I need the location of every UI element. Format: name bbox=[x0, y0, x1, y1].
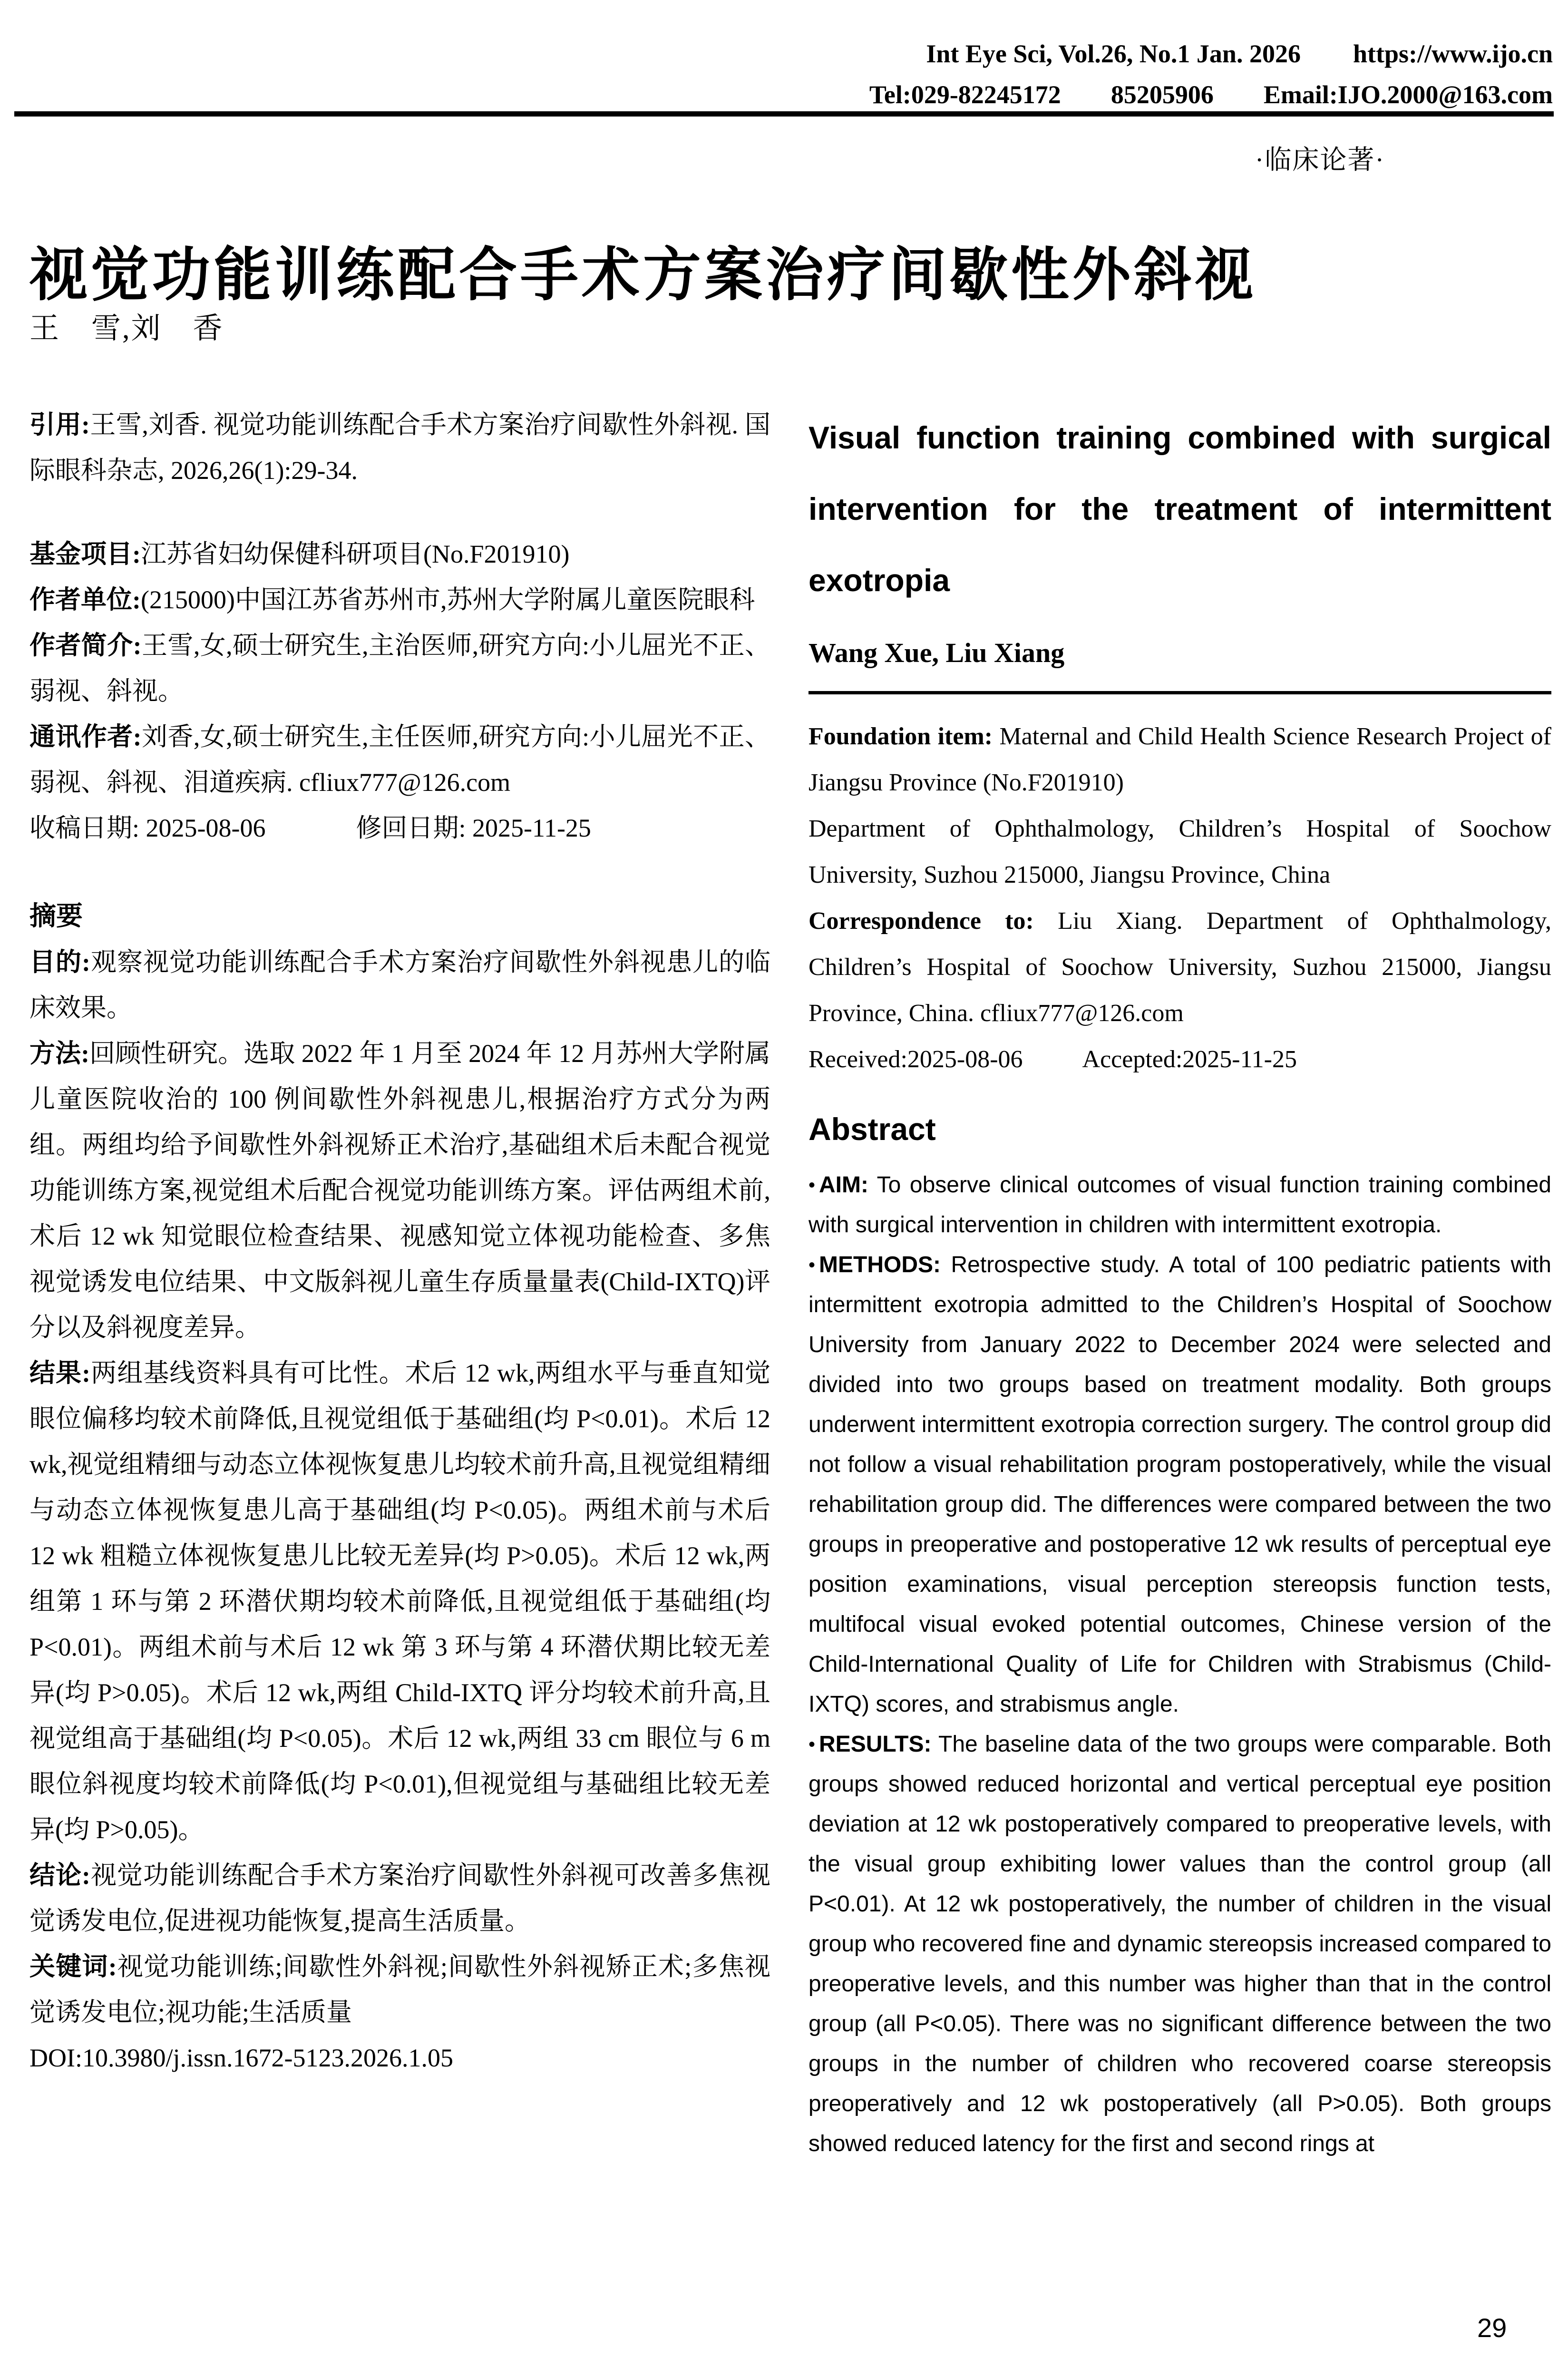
bullet-icon: • bbox=[808, 1255, 816, 1276]
doi-line: DOI:10.3980/j.issn.1672-5123.2026.1.05 bbox=[29, 2044, 453, 2072]
journal-tel: Tel:029-82245172 bbox=[869, 80, 1061, 109]
right-column bbox=[808, 402, 1551, 2164]
journal-header-line1 bbox=[926, 33, 1553, 74]
article-title-en: Visual function training combined with surgical intervention for the treatment of intermittent exotropia bbox=[808, 420, 1551, 598]
english-info-block bbox=[808, 713, 1551, 1082]
abstract-body-en bbox=[808, 1165, 1551, 2164]
keywords-paragraph-cn bbox=[29, 1944, 770, 2035]
foundation-label-en: Foundation item: bbox=[808, 723, 993, 750]
methods-label-en: METHODS: bbox=[819, 1252, 941, 1277]
foundation-paragraph-cn bbox=[29, 531, 770, 577]
bullet-icon: • bbox=[808, 1175, 816, 1196]
author-bio-text: 王雪,女,硕士研究生,主治医师,研究方向:小儿屈光不正、弱视、斜视。 bbox=[29, 631, 770, 705]
aim-paragraph-en bbox=[808, 1165, 1551, 1245]
article-authors-en: Wang Xue, Liu Xiang bbox=[808, 637, 1065, 668]
dates-row-en bbox=[808, 1036, 1551, 1082]
aim-label-en: AIM: bbox=[819, 1172, 868, 1198]
affiliation-label-cn: 作者单位: bbox=[29, 585, 141, 614]
methods-paragraph-en bbox=[808, 1245, 1551, 1724]
journal-issue-info: Int Eye Sci, Vol.26, No.1 Jan. 2026 bbox=[926, 39, 1301, 68]
foundation-paragraph-en bbox=[808, 713, 1551, 806]
conclusion-text-cn: 视觉功能训练配合手术方案治疗间歇性外斜视可改善多焦视觉诱发电位,促进视功能恢复,提高生活质量。 bbox=[29, 1861, 770, 1935]
affiliation-paragraph-cn bbox=[29, 577, 770, 623]
foundation-text-cn: 江苏省妇幼保健科研项目(No.F201910) bbox=[140, 540, 570, 568]
keywords-label-cn: 关键词: bbox=[29, 1952, 117, 1981]
journal-website: https://www.ijo.cn bbox=[1353, 39, 1553, 68]
article-title-cn: 视觉功能训练配合手术方案治疗间歇性外斜视 bbox=[29, 243, 1256, 308]
bullet-icon: • bbox=[808, 1734, 816, 1755]
aim-text-cn: 观察视觉功能训练配合手术方案治疗间歇性外斜视患儿的临床效果。 bbox=[29, 948, 770, 1022]
column-divider-rule bbox=[808, 691, 1551, 694]
author-bio-label: 作者简介: bbox=[29, 631, 142, 660]
conclusion-label-cn: 结论: bbox=[29, 1861, 90, 1890]
journal-email: Email:IJO.2000@163.com bbox=[1263, 80, 1553, 109]
journal-header bbox=[869, 33, 1553, 115]
foundation-label-cn: 基金项目: bbox=[29, 540, 141, 568]
methods-text-cn: 回顾性研究。选取 2022 年 1 月至 2024 年 12 月苏州大学附属儿童医院收治的 100 例间歇性外斜视患儿,根据治疗方式分为两组。两组均给予间歇性外斜视矫正术治疗,基础组术后未配合视觉功能训练方案,视觉组术后配合视觉功能训练方案。评估两组术前,术后 12 wk 知觉眼位检查结果、视感知觉立体视功能检查、多焦视觉诱发电位结果、中文版斜视儿童生存质量量表(Child-IXTQ)评分以及斜视度差异。 bbox=[29, 1039, 771, 1342]
header-divider-rule bbox=[14, 111, 1554, 117]
author-bio-paragraph bbox=[29, 623, 770, 714]
foundation-text-en: Maternal and Child Health Science Research Project of Jiangsu Province (No.F201910) bbox=[808, 723, 1551, 796]
left-column bbox=[29, 402, 770, 2081]
page-number: 29 bbox=[1477, 2313, 1507, 2343]
dates-row-cn bbox=[29, 805, 770, 851]
citation-paragraph bbox=[29, 402, 770, 493]
conclusion-paragraph-cn bbox=[29, 1852, 770, 1944]
correspondence-paragraph-cn bbox=[29, 714, 770, 805]
received-date-en: Received:2025-08-06 bbox=[808, 1046, 1023, 1073]
results-paragraph-en bbox=[808, 1724, 1551, 2164]
aim-paragraph-cn bbox=[29, 939, 770, 1031]
methods-label-cn: 方法: bbox=[29, 1039, 90, 1068]
citation-text: 王雪,刘香. 视觉功能训练配合手术方案治疗间歇性外斜视. 国际眼科杂志, 2026,26(1):29-34. bbox=[29, 410, 770, 485]
received-date-cn: 收稿日期: 2025-08-06 bbox=[29, 814, 266, 842]
abstract-heading-en: Abstract bbox=[808, 1111, 936, 1147]
results-paragraph-cn bbox=[29, 1350, 770, 1852]
journal-header-line2 bbox=[869, 74, 1553, 115]
affiliation-text-cn: (215000)中国江苏省苏州市,苏州大学附属儿童医院眼科 bbox=[140, 585, 755, 614]
article-authors-cn: 王 雪,刘 香 bbox=[29, 312, 224, 345]
aim-text-en: To observe clinical outcomes of visual function training combined with surgical intervention in children with intermittent exotropia. bbox=[808, 1172, 1551, 1237]
results-label-cn: 结果: bbox=[29, 1359, 91, 1387]
results-text-cn: 两组基线资料具有可比性。术后 12 wk,两组水平与垂直知觉眼位偏移均较术前降低,且视觉组低于基础组(均 P<0.01)。术后 12 wk,视觉组精细与动态立体视恢复患儿均较术前升高,且视觉组精细与动态立体视恢复患儿高于基础组(均 P<0.05)。两组术前与术后 12 wk 粗糙立体视恢复患儿比较无差异(均 P>0.05)。术后 12 wk,两组第 1 环与第 2 环潜伏期均较术前降低,且视觉组低于基础组(均 P<0.01)。两组术前与术后 12 wk 第 3 环与第 4 环潜伏期比较无差异(均 P>0.05)。术后 12 wk,两组 Child-IXTQ 评分均较术前升高,且视觉组高于基础组(均 P<0.05)。术后 12 wk,两组 33 cm 眼位与 6 m 眼位斜视度均较术前降低(均 P<0.01),但视觉组与基础组比较无差异(均 P>0.05)。 bbox=[29, 1359, 770, 1844]
methods-text-en: Retrospective study. A total of 100 pediatric patients with intermittent exotropia admitted to the Children’s Hospital of Soochow University from January 2022 to December 2024 were selected and divided into two groups based on treatment modality. Both groups underwent intermittent exotropia correction surgery. The control group did not follow a visual rehabilitation program postoperatively, while the visual rehabilitation group did. The differences were compared between the two groups in preoperative and postoperative 12 wk results of perceptual eye position examinations, visual perception stereopsis function tests, multifocal visual evoked potential outcomes, Chinese version of the Child-International Quality of Life for Children with Strabismus (Child-IXTQ) scores, and strabismus angle. bbox=[808, 1252, 1551, 1717]
keywords-text-cn: 视觉功能训练;间歇性外斜视;间歇性外斜视矫正术;多焦视觉诱发电位;视功能;生活质量 bbox=[29, 1952, 770, 2026]
affiliation-paragraph-en: Department of Ophthalmology, Children’s Hospital of Soochow University, Suzhou 215000, Jiangsu Province, China bbox=[808, 815, 1551, 888]
correspondence-paragraph-en bbox=[808, 898, 1551, 1036]
journal-tel2: 85205906 bbox=[1110, 80, 1214, 109]
methods-paragraph-cn bbox=[29, 1031, 770, 1350]
results-text-en: The baseline data of the two groups were comparable. Both groups showed reduced horizontal and vertical perceptual eye position deviation at 12 wk postoperatively compared to preoperative levels, with the visual group exhibiting lower values than the control group (all P<0.01). At 12 wk postoperatively, the number of children in the visual group who recovered fine and dynamic stereopsis increased compared to preoperative levels, and this number was higher than that in the control group (all P<0.05). There was no significant difference between the two groups in the number of children who recovered coarse stereopsis preoperatively and 12 wk postoperatively (all P>0.05). Both groups showed reduced latency for the first and second rings at bbox=[808, 1732, 1552, 2156]
correspondence-text-cn: 刘香,女,硕士研究生,主任医师,研究方向:小儿屈光不正、弱视、斜视、泪道疾病. cfliux777@126.com bbox=[29, 722, 770, 797]
correspondence-label-en: Correspondence to: bbox=[808, 907, 1034, 935]
results-label-en: RESULTS: bbox=[819, 1732, 932, 1757]
citation-label: 引用: bbox=[29, 410, 90, 439]
section-tag: ·临床论著· bbox=[1255, 146, 1385, 175]
correspondence-label-cn: 通讯作者: bbox=[29, 722, 142, 751]
abstract-heading-cn: 摘要 bbox=[29, 902, 83, 931]
aim-label-cn: 目的: bbox=[29, 948, 90, 976]
revised-date-cn: 修回日期: 2025-11-25 bbox=[356, 814, 591, 842]
correspondence-text-en: Liu Xiang. Department of Ophthalmology, Children’s Hospital of Soochow University, Suzhou 215000, Jiangsu Province, China. cfliux777@126.com bbox=[808, 907, 1552, 1027]
accepted-date-en: Accepted:2025-11-25 bbox=[1082, 1046, 1297, 1073]
